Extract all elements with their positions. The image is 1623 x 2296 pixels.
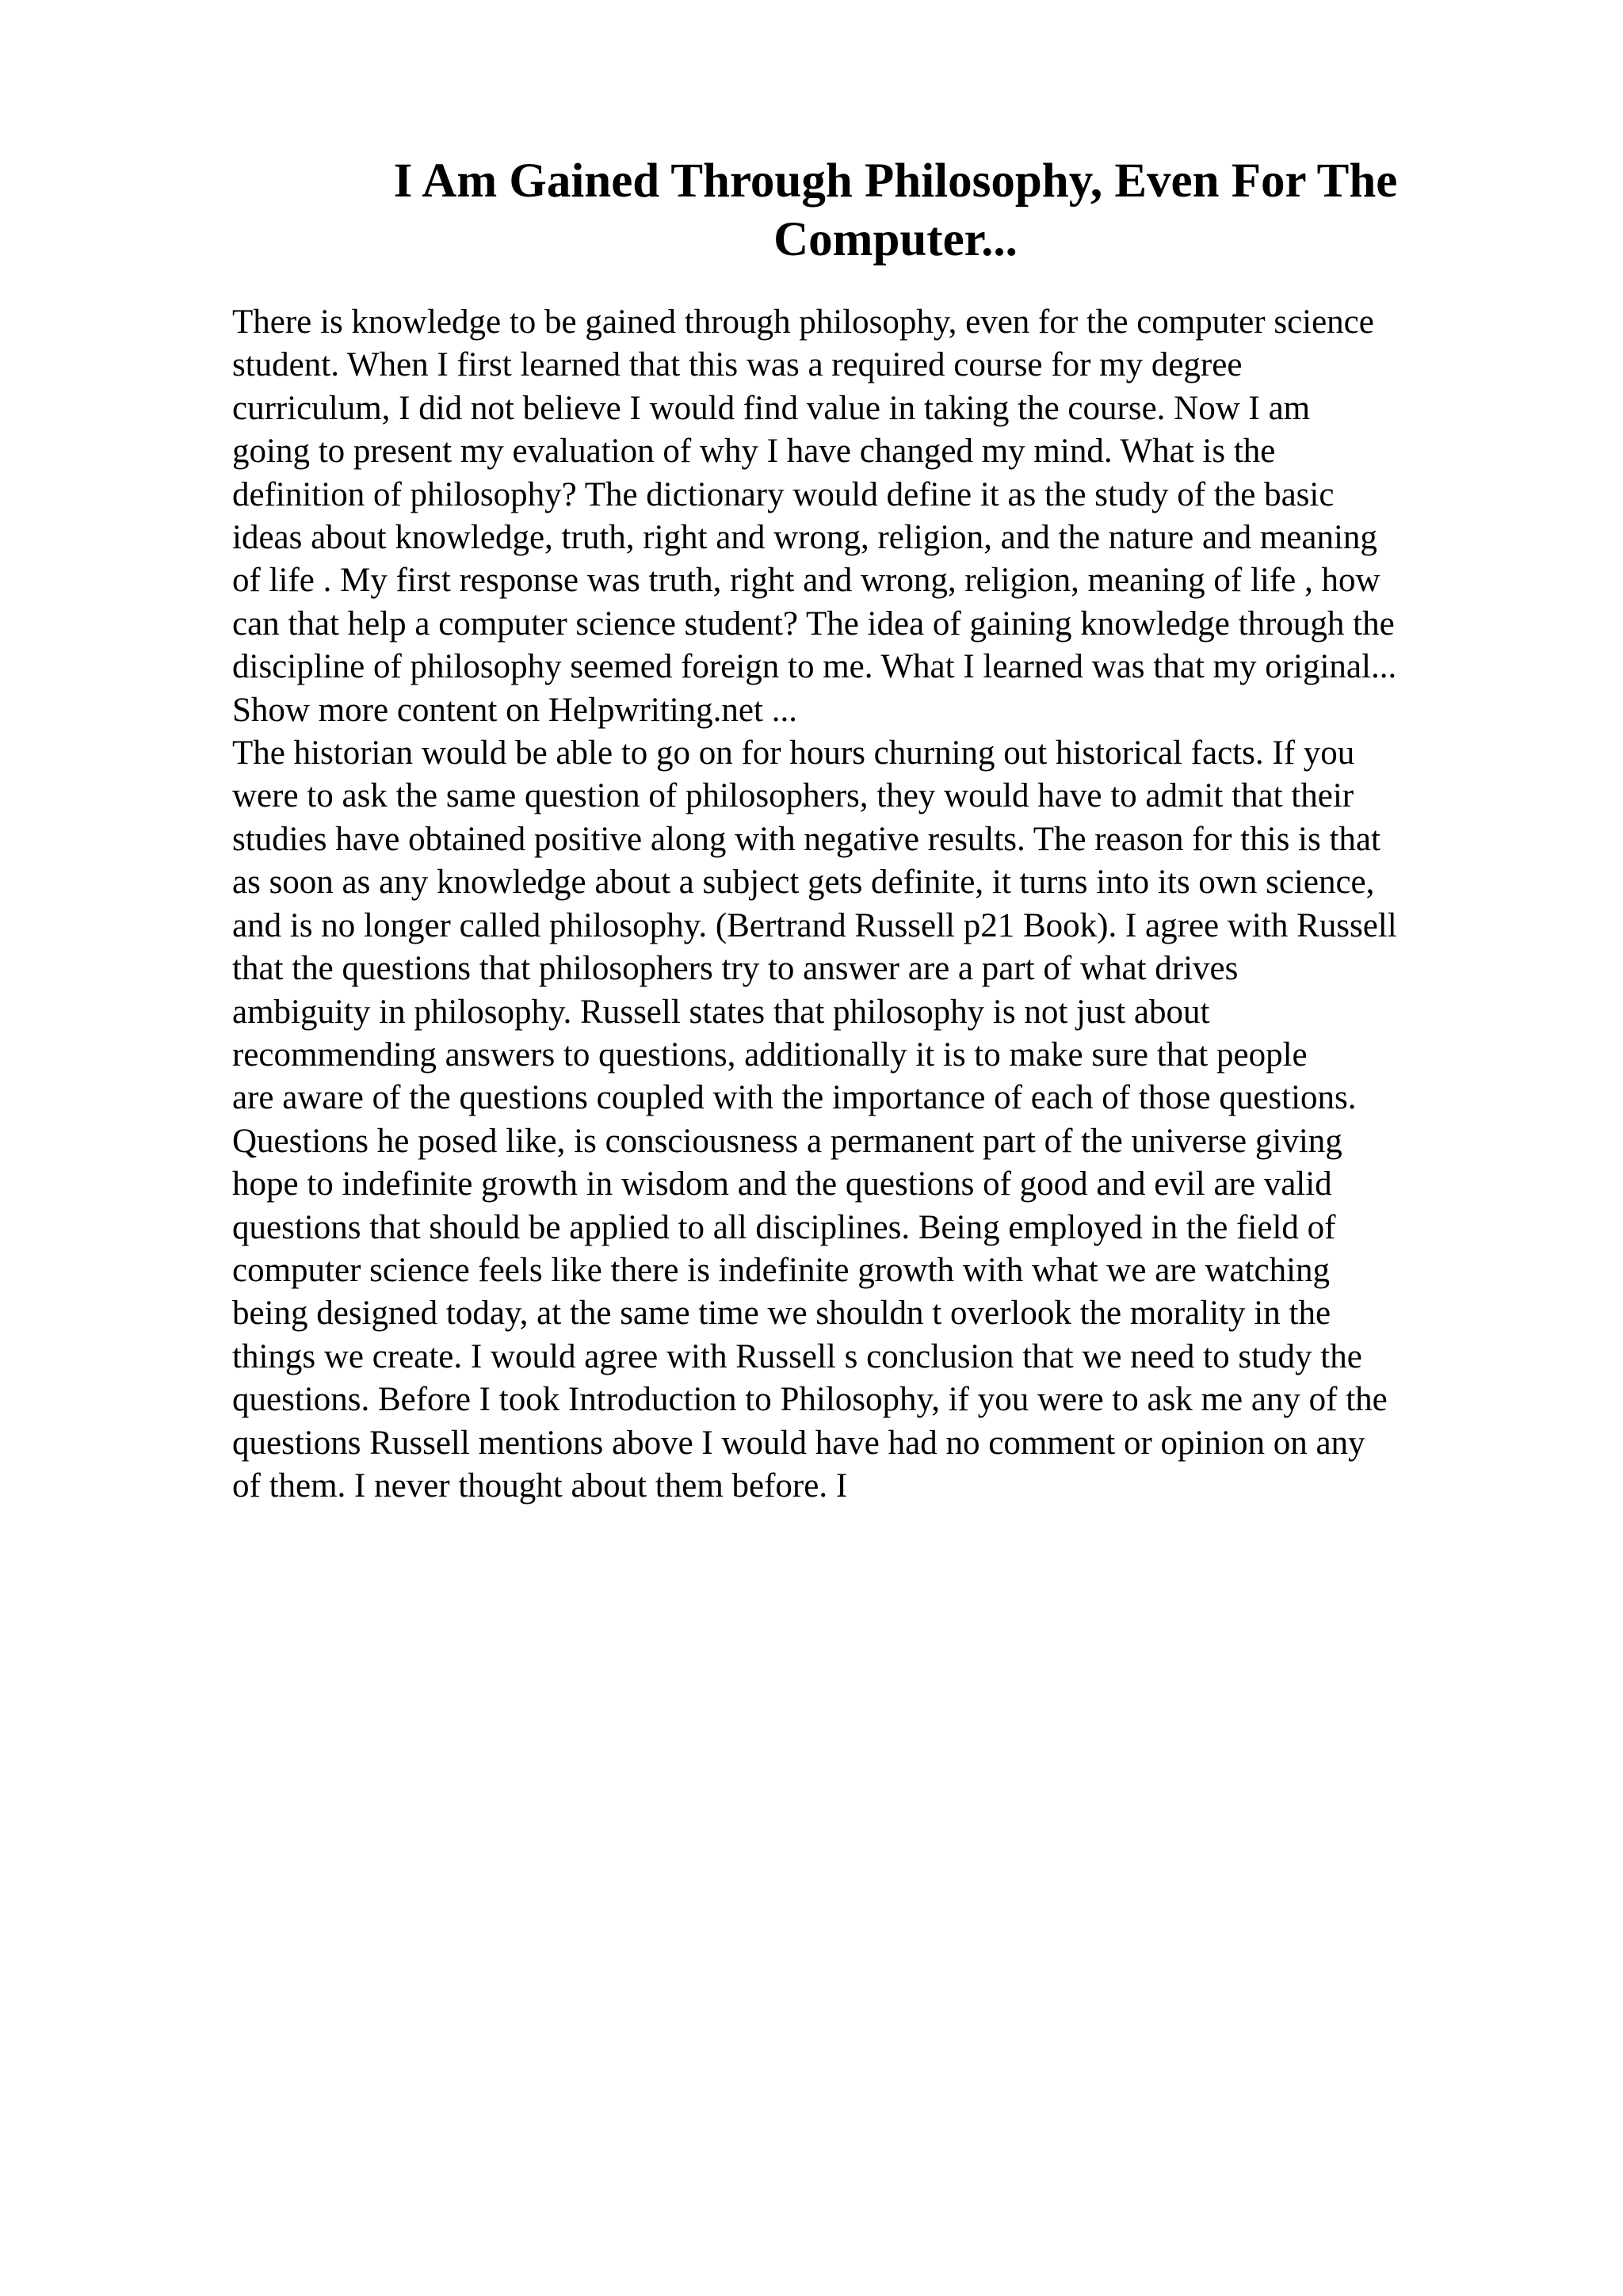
body-line: of them. I never thought about them before. I	[232, 1466, 848, 1505]
body-line: were to ask the same question of philosophers, they would have to admit that their	[232, 777, 1354, 815]
body-line: as soon as any knowledge about a subject gets definite, it turns into its own science,	[232, 864, 1375, 902]
body-line: of life . My first response was truth, right and wrong, religion, meaning of life , how	[232, 562, 1381, 600]
body-line: student. When I first learned that this was a required course for my degree	[232, 346, 1243, 384]
document-body	[232, 301, 1516, 1508]
body-line: being designed today, at the same time we shouldn t overlook the morality in the	[232, 1295, 1331, 1333]
body-line: There is knowledge to be gained through philosophy, even for the computer science	[232, 303, 1374, 341]
body-line: are aware of the questions coupled with the importance of each of those questions.	[232, 1079, 1357, 1117]
body-line: definition of philosophy? The dictionary would define it as the study of the basic	[232, 475, 1335, 513]
title-line: Computer...	[773, 213, 1018, 266]
body-line: and is no longer called philosophy. (Bertrand Russell p21 Book). I agree with Russell	[232, 906, 1397, 944]
body-line: curriculum, I did not believe I would find value in taking the course. Now I am	[232, 389, 1311, 427]
body-line: ideas about knowledge, truth, right and wrong, religion, and the nature and meaning	[232, 519, 1377, 557]
body-line: discipline of philosophy seemed foreign to me. What I learned was that my original...	[232, 648, 1397, 686]
body-line: The historian would be able to go on for hours churning out historical facts. If you	[232, 734, 1355, 772]
body-line: questions Russell mentions above I would have had no comment or opinion on any	[232, 1424, 1365, 1462]
body-line: questions that should be applied to all disciplines. Being employed in the field of	[232, 1208, 1336, 1246]
body-line: can that help a computer science student? The idea of gaining knowledge through the	[232, 605, 1395, 643]
body-line: going to present my evaluation of why I have changed my mind. What is the	[232, 433, 1276, 471]
body-line: Questions he posed like, is consciousness a permanent part of the universe giving	[232, 1122, 1342, 1160]
body-line: ambiguity in philosophy. Russell states that philosophy is not just about	[232, 993, 1210, 1031]
body-line: studies have obtained positive along with negative results. The reason for this is that	[232, 820, 1381, 858]
body-line: computer science feels like there is indefinite growth with what we are watching	[232, 1251, 1331, 1289]
body-line: questions. Before I took Introduction to Philosophy, if you were to ask me any of the	[232, 1381, 1388, 1419]
body-line: that the questions that philosophers try to answer are a part of what drives	[232, 950, 1239, 988]
body-line: things we create. I would agree with Russell s conclusion that we need to study the	[232, 1337, 1362, 1375]
body-line: hope to indefinite growth in wisdom and the questions of good and evil are valid	[232, 1165, 1332, 1203]
body-line: recommending answers to questions, additionally it is to make sure that people	[232, 1035, 1308, 1074]
document-title	[301, 152, 1490, 269]
title-line: I Am Gained Through Philosophy, Even For The	[393, 154, 1398, 208]
body-line: Show more content on Helpwriting.net ...	[232, 691, 797, 729]
